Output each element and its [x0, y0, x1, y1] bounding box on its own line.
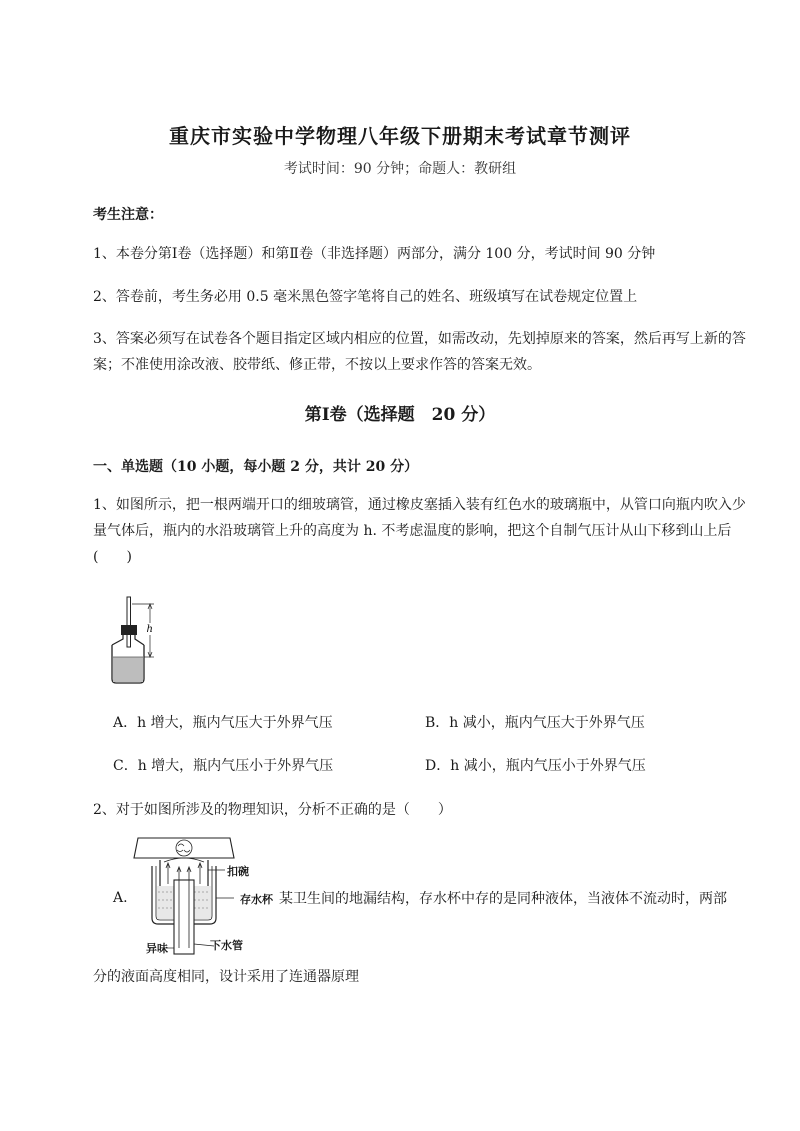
notice-item-1: 1、本卷分第Ⅰ卷（选择题）和第Ⅱ卷（非选择题）两部分，满分 100 分，考试时间 90 分钟	[93, 246, 656, 262]
q1-option-b: B．h 减小，瓶内气压大于外界气压	[425, 715, 645, 731]
q2-option-a-text-line2: 分的液面高度相同，设计采用了连通器原理	[93, 969, 359, 985]
exam-title: 重庆市实验中学物理八年级下册期末考试章节测评	[169, 124, 631, 148]
label-pipe: 下水管	[210, 939, 243, 952]
label-odor: 异味	[146, 942, 168, 955]
q2-option-a-letter: A.	[113, 890, 128, 906]
label-cup: 存水杯	[240, 893, 273, 906]
question-2-stem: 2、对于如图所涉及的物理知识，分析不正确的是（ ）	[93, 802, 452, 818]
question-1-stem: 1、如图所示，把一根两端开口的细玻璃管，通过橡皮塞插入装有红色水的玻璃瓶中，从管口向瓶内吹入少量气体后，瓶内的水沿玻璃管上升的高度为 h. 不考虑温度的影响，把这个自制气压计从山下移到山上后( )	[93, 497, 746, 565]
part-heading: 一、单选题（10 小题，每小题 2 分，共计 20 分）	[93, 459, 419, 475]
height-label: h	[146, 624, 153, 635]
section-title: 第Ⅰ卷（选择题 20 分）	[304, 405, 496, 425]
q1-option-c: C．h 增大，瓶内气压小于外界气压	[113, 758, 334, 774]
q1-option-d: D．h 减小，瓶内气压小于外界气压	[425, 758, 646, 774]
exam-subtitle: 考试时间：90 分钟；命题人：教研组	[283, 161, 517, 177]
notice-heading: 考生注意：	[93, 207, 163, 223]
barometer-figure	[108, 595, 168, 687]
q1-option-a: A．h 增大，瓶内气压大于外界气压	[113, 715, 333, 731]
notice-item-3: 3、答案必须写在试卷各个题目指定区域内相应的位置，如需改动，先划掉原来的答案，然后再写上新的答案；不准使用涂改液、胶带纸、修正带，不按以上要求作答的答案无效。	[93, 331, 746, 373]
notice-item-2: 2、答卷前，考生务必用 0.5 毫米黑色签字笔将自己的姓名、班级填写在试卷规定位置上	[93, 289, 638, 305]
q2-option-a-text-line1: 某卫生间的地漏结构，存水杯中存的是同种液体，当液体不流动时，两部	[279, 891, 727, 907]
label-bowl: 扣碗	[227, 865, 249, 878]
